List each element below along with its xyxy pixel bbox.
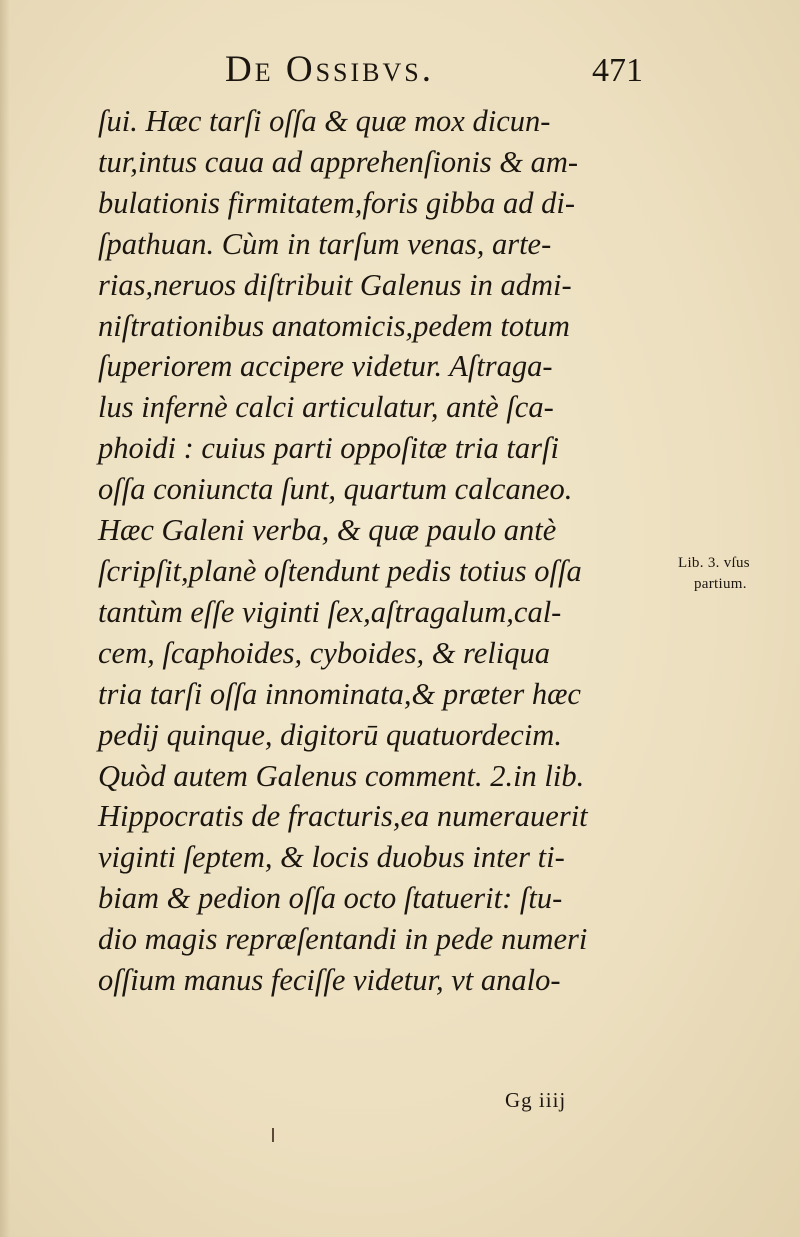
text-line: tur,intus caua ad apprehenſionis & am- bbox=[98, 144, 579, 179]
text-line: biam & pedion oſſa octo ſtatuerit: ſtu- bbox=[98, 881, 563, 916]
page-gutter-shadow bbox=[0, 0, 10, 1237]
text-line: ſpathuan. Cùm in tarſum venas, arte- bbox=[98, 226, 552, 261]
text-line: oſſa coniuncta ſunt, quartum calcaneo. bbox=[98, 472, 573, 507]
text-line: pedij quinque, digitorū quatuordecim. bbox=[98, 717, 562, 752]
ink-mark bbox=[272, 1128, 274, 1142]
text-line: tantùm eſſe viginti ſex,aſtragalum,cal- bbox=[98, 594, 562, 629]
text-line: ſui. Hæc tarſi oſſa & quæ mox dicun- bbox=[98, 104, 551, 138]
text-line: cem, ſcaphoides, cyboides, & reliqua bbox=[98, 635, 551, 670]
text-line: phoidi : cuius parti oppoſitæ tria tarſi bbox=[98, 431, 559, 466]
text-line: niſtrationibus anatomicis,pedem totum bbox=[98, 308, 570, 343]
text-line: ſuperiorem accipere videtur. Aſtraga- bbox=[98, 349, 553, 384]
signature-mark: Gg iiij bbox=[505, 1088, 567, 1112]
text-line: dio magis repræſentandi in pede numeri bbox=[98, 922, 588, 957]
running-head bbox=[225, 48, 675, 98]
text-line: oſſium manus feciſſe videtur, vt analo- bbox=[98, 963, 561, 998]
text-line: tria tarſi oſſa innominata,& præter hæc bbox=[98, 676, 581, 711]
text-line: Quòd autem Galenus comment. 2.in lib. bbox=[98, 758, 585, 793]
body-text bbox=[98, 101, 698, 1001]
running-head-title: De Ossibvs. bbox=[225, 49, 434, 90]
text-line: Hippocratis de fracturis,ea numerauerit bbox=[98, 799, 588, 834]
page-number: 471 bbox=[592, 52, 643, 89]
marginal-note-line: Lib. 3. vſus bbox=[678, 555, 750, 571]
text-line: ſcripſit,planè oſtendunt pedis totius oſſa bbox=[98, 553, 582, 588]
text-line: Hæc Galeni verba, & quæ paulo antè bbox=[98, 513, 557, 548]
marginal-note bbox=[678, 553, 798, 595]
text-line: bulationis firmitatem,foris gibba ad di- bbox=[98, 185, 576, 220]
text-line: rias,neruos diſtribuit Galenus in admi- bbox=[98, 267, 572, 302]
text-line: lus infernè calci articulatur, antè ſca- bbox=[98, 390, 554, 425]
marginal-note-line: partium. bbox=[694, 576, 747, 592]
text-line: viginti ſeptem, & locis duobus inter ti- bbox=[98, 840, 565, 875]
